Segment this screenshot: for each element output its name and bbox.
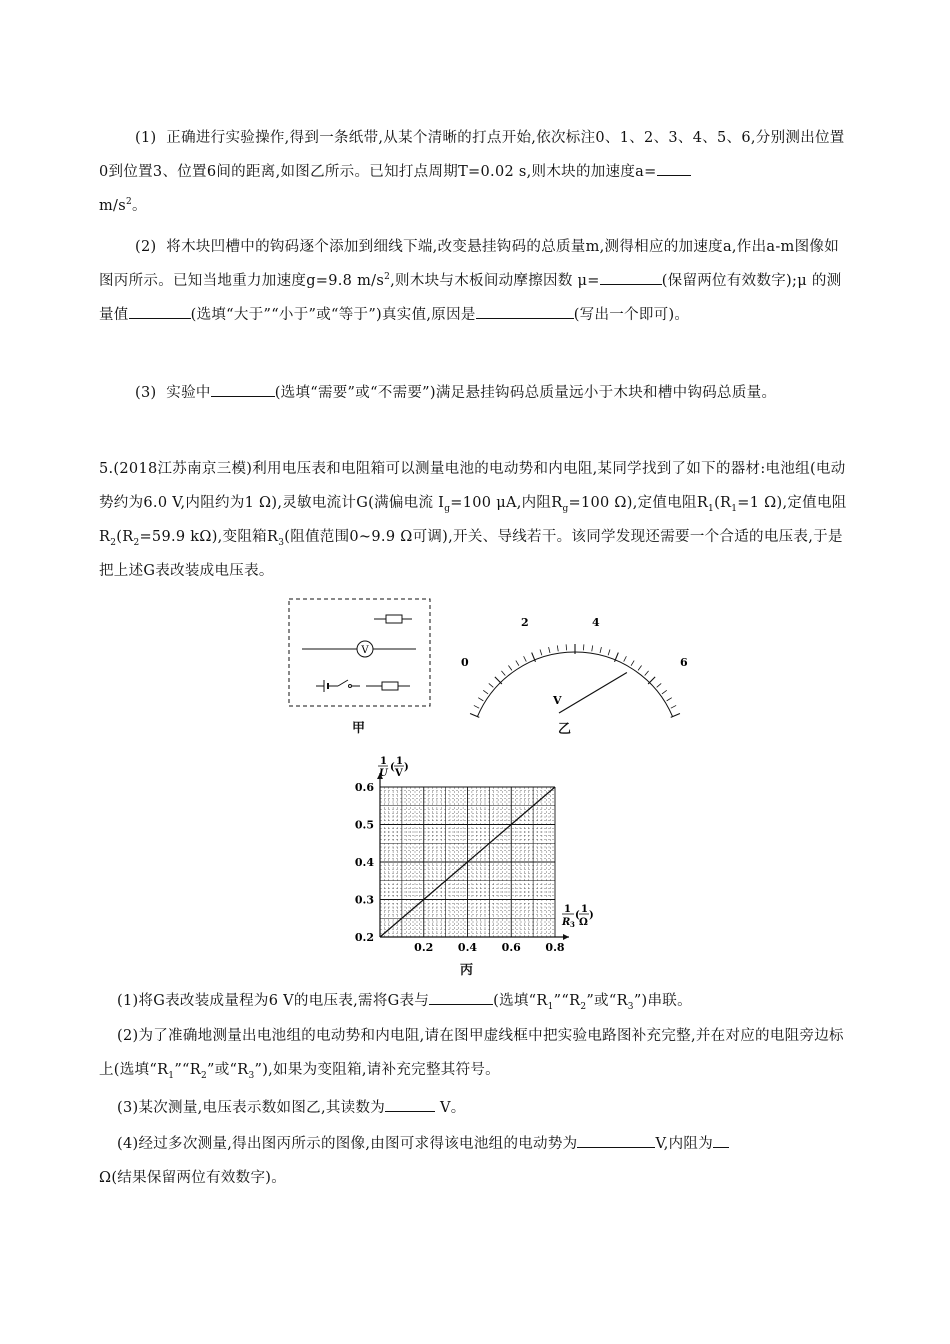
chart-x-ticks	[414, 941, 565, 954]
dial-arc	[477, 652, 672, 717]
voltmeter-branch	[302, 641, 416, 657]
svg-text:1: 1	[380, 756, 387, 767]
svg-text:V: V	[395, 768, 403, 779]
dial-tick	[483, 690, 488, 694]
q4-part1: (1) 正确进行实验操作,得到一条纸带,从某个清晰的打点开始,依次标注0、1、2、3、4、5、6,分别测出位置0到位置3、位置6间的距离,如图乙所示。已知打点周期T=0.02 s,则木块的加速度a= $m/s^2$。	[99, 130, 845, 214]
svg-text:U: U	[379, 768, 388, 779]
q5-sub2: (2)为了准确地测量出电池组的电动势和内电阻,请在图甲虚线框中把实验电路图补充完整,并在对应的电阻旁边标上(选填“$R_1”“R_2$”或“$R_3$”),如果为变阻箱,请补充完整其符号。	[99, 1028, 844, 1081]
svg-text:3: 3	[570, 920, 575, 929]
y-tick-label: 0.6	[354, 781, 374, 794]
dial-tick	[489, 683, 494, 687]
dial-tick	[478, 698, 483, 701]
part-number: (3)	[135, 385, 157, 401]
dial-tick	[638, 665, 642, 670]
svg-text:V: V	[361, 645, 369, 656]
need-blank[interactable]	[211, 382, 275, 398]
dial-label-2: 2	[521, 616, 529, 629]
y-tick-label: 0.4	[354, 856, 374, 869]
svg-text:Ω: Ω	[579, 917, 588, 928]
q5-sub1: (1)将G表改装成量程为6 V的电压表,需将G表与 (选填“$R_1”“R_2$”或“$R_3$”)串联。	[99, 984, 851, 1018]
dial-tick	[524, 656, 527, 661]
dial-label-0: 0	[461, 656, 469, 669]
answer-blank[interactable]	[657, 161, 691, 177]
dial-tick	[501, 671, 505, 676]
x-tick-label: 0.6	[501, 941, 521, 954]
figure-yi-dial	[455, 608, 695, 728]
svg-text:1: 1	[581, 904, 588, 915]
part-number: (1)	[135, 130, 157, 146]
dial-tick	[631, 661, 634, 666]
dial-tick	[657, 683, 662, 687]
dial-tick	[667, 698, 672, 701]
y-tick-label: 0.2	[354, 931, 374, 944]
svg-text:(: (	[575, 910, 580, 921]
caption-bing: 丙	[460, 963, 474, 978]
q4-part2: (2) 将木块凹槽中的钩码逐个添加到细线下端,改变悬挂钩码的总质量m,测得相应的加速度a,作出a-m图像如图丙所示。已知当地重力加速度g=9.8 $m/s^2$,则木块与木板间动摩擦因数 μ= (保留两位有效数字);μ 的测量值 (选填“大于”“小于”或“等于”)真实值,原因是 (写出一个即可)。	[99, 239, 842, 323]
emf-blank[interactable]	[577, 1133, 655, 1149]
dial-label-6: 6	[680, 656, 688, 669]
dial-tick	[508, 665, 512, 670]
resistor-top	[374, 615, 412, 623]
dial-tick	[645, 671, 649, 676]
q5-sub3: (3)某次测量,电压表示数如图乙,其读数为 V。	[99, 1091, 851, 1125]
dial-tick	[495, 677, 502, 684]
dial-tick	[608, 649, 610, 655]
y-tick-label: 0.5	[354, 818, 374, 832]
svg-text:): )	[404, 762, 409, 773]
svg-text:1: 1	[564, 904, 571, 915]
caption-yi: 乙	[558, 722, 572, 737]
resistance-blank[interactable]	[713, 1133, 729, 1149]
q4-part3: (3) 实验中 (选填“需要”或“不需要”)满足悬挂钩码总质量远小于木块和槽中钩码总质量。	[99, 376, 851, 410]
x-tick-label: 0.8	[545, 941, 565, 954]
battery-switch-resistor	[316, 680, 410, 692]
svg-text:R: R	[562, 917, 571, 928]
reading-blank[interactable]	[385, 1097, 435, 1113]
switch-icon	[338, 680, 348, 686]
dial-tick	[474, 705, 479, 708]
svg-text:): )	[589, 910, 594, 921]
figure-jia-circuit	[286, 596, 434, 711]
q5-intro: 5.(2018江苏南京三模)利用电压表和电阻箱可以测量电池的电动势和内电阻,某同学找到了如下的器材:电池组(电动势约为6.0 V,内阻约为1 Ω),灵敏电流计G(满偏电流 $I_g=100$ μA,内阻$R_g=100$ Ω),定值电阻$R_1(R_1=1$ Ω),定值电阻$R_2(R_2=59.9$ kΩ),变阻箱$R_3$(阻值范围0~9.9 Ω可调),开关、导线若干。该同学发现还需要一个合适的电压表,于是把上述G表改装成电压表。	[99, 461, 847, 579]
svg-text:(: (	[390, 762, 395, 773]
x-axis-label	[561, 904, 594, 929]
dial-tick	[516, 661, 519, 666]
figure-bing-chart	[340, 752, 610, 957]
caption-jia: 甲	[352, 721, 366, 736]
series-blank[interactable]	[429, 990, 493, 1006]
chart-y-ticks	[355, 781, 374, 944]
q5-sub4: (4)经过多次测量,得出图丙所示的图像,由图可求得该电池组的电动势为 V,内阻为 Ω(结果保留两位有效数字)。	[99, 1127, 851, 1195]
compare-blank[interactable]	[129, 304, 191, 320]
dial-tick	[671, 705, 676, 708]
needle-label: V	[553, 694, 562, 707]
dial-tick	[648, 677, 655, 684]
x-tick-label: 0.2	[414, 941, 434, 954]
dial-needle	[559, 673, 627, 713]
svg-text:1: 1	[396, 756, 403, 767]
dial-tick	[592, 645, 593, 651]
dial-tick	[540, 649, 542, 655]
dial-tick	[557, 645, 558, 651]
y-axis-label	[378, 756, 409, 779]
dial-tick	[624, 656, 627, 661]
dial-tick	[600, 647, 601, 653]
dial-tick	[662, 690, 667, 694]
y-tick-label: 0.3	[354, 893, 374, 907]
dial-label-4: 4	[592, 616, 600, 629]
mu-blank[interactable]	[600, 270, 662, 286]
x-tick-label: 0.4	[457, 941, 478, 954]
reason-blank[interactable]	[476, 304, 574, 320]
part-number: (2)	[135, 239, 157, 255]
dial-scale	[470, 644, 680, 717]
dial-tick	[549, 647, 550, 653]
